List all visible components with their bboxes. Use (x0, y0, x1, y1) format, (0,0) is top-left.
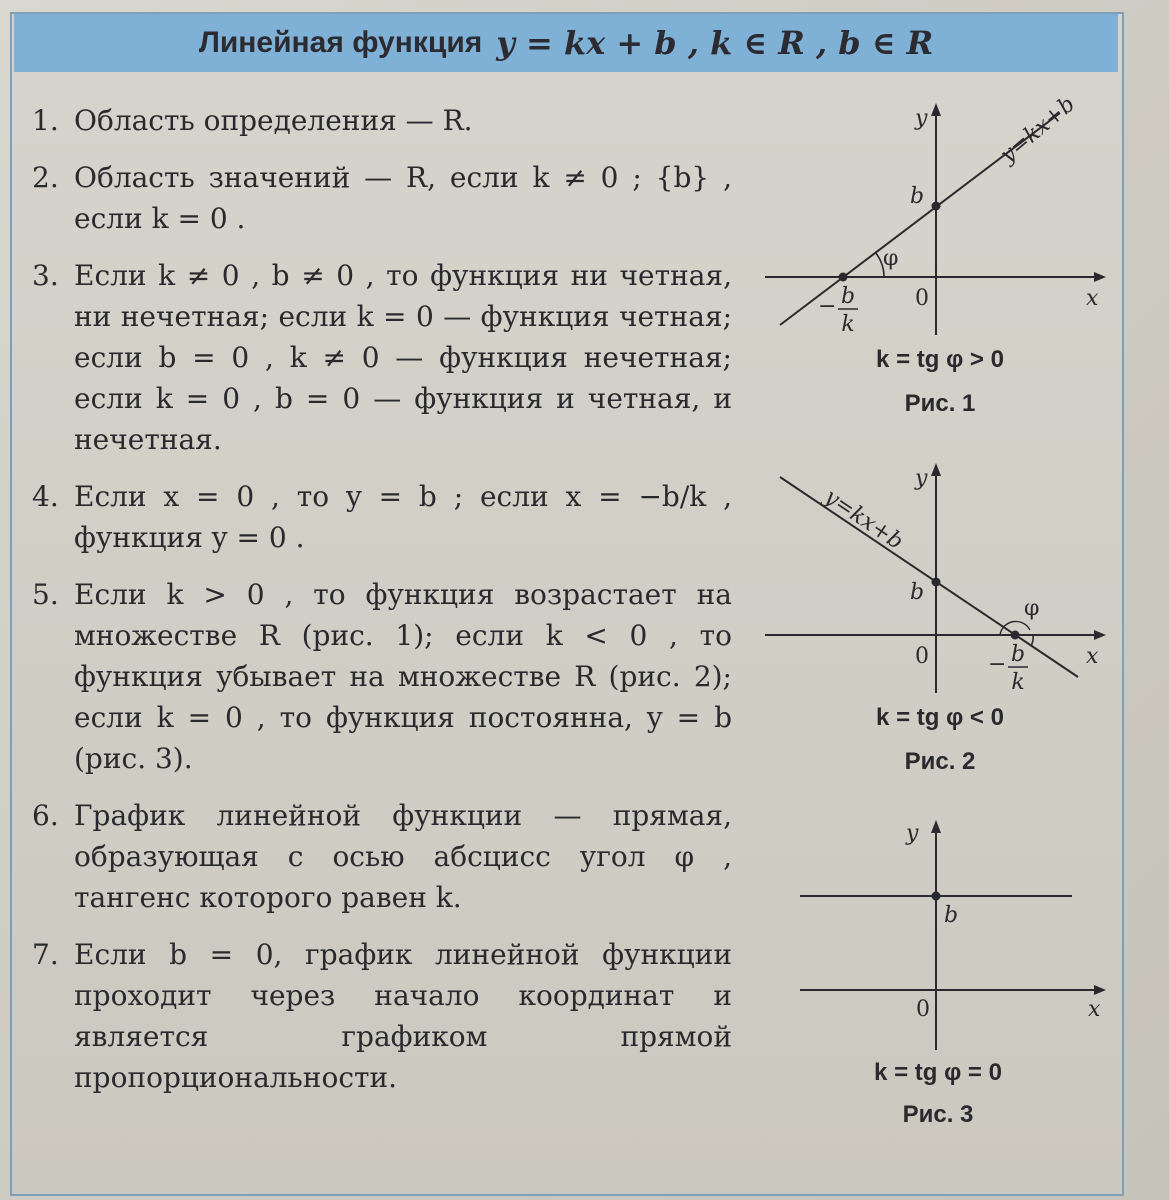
x-arrow-icon (1094, 630, 1106, 640)
origin-label: 0 (915, 644, 929, 669)
y-axis-label: y (915, 466, 928, 491)
y-axis-label: y (906, 821, 919, 846)
minus-sign: − (818, 294, 837, 319)
list-item (32, 157, 741, 239)
list-item (32, 795, 741, 918)
list-item (32, 934, 741, 1098)
y-intercept-point (932, 578, 941, 587)
header-formula: y = kx + b , k ∈ R , b ∈ R (496, 24, 934, 62)
y-intercept-point (932, 892, 941, 901)
figure-condition: k = tg φ > 0 (876, 346, 1004, 373)
b-label: b (944, 903, 959, 928)
figure-condition: k = tg φ = 0 (874, 1059, 1002, 1086)
figure-3-graph (760, 810, 1120, 1140)
figure-condition: k = tg φ < 0 (876, 704, 1004, 731)
y-arrow-icon (931, 463, 941, 476)
x-intercept-point (839, 273, 848, 282)
item-text: Область определения — R. (74, 104, 473, 137)
b-label: b (910, 184, 925, 209)
item-number: 3. (32, 259, 59, 292)
root-numerator: b (840, 284, 856, 309)
root-denominator: k (1011, 670, 1025, 695)
y-arrow-icon (931, 103, 941, 116)
figure-1-increasing (760, 91, 1120, 435)
list-item (32, 476, 741, 558)
item-number: 7. (32, 938, 59, 971)
item-number: 4. (32, 480, 59, 513)
y-intercept-point (932, 202, 941, 211)
angle-phi-label: φ (883, 246, 899, 271)
x-arrow-icon (1094, 272, 1106, 282)
y-arrow-icon (931, 820, 941, 833)
properties-list (32, 100, 741, 1114)
figure-3-constant (760, 810, 1120, 1140)
figure-caption: Рис. 2 (904, 748, 976, 775)
minus-sign: − (988, 652, 1007, 677)
angle-phi-label: φ (1024, 596, 1040, 621)
item-number: 1. (32, 104, 59, 137)
list-item (32, 100, 732, 141)
page-header (14, 14, 1118, 72)
item-text: Если k ≠ 0 , b ≠ 0 , то функция ни четная, ни нечетная; если k = 0 — функция четная; если b = 0 , k ≠ 0 — функция нечетная; если k = 0 , b = 0 — функция и четная, и нечетная. (74, 259, 741, 456)
y-axis-label: y (915, 106, 928, 131)
item-number: 6. (32, 799, 59, 832)
list-item (32, 255, 741, 460)
item-text: Область значений — R, если k ≠ 0 ; {b} , если k = 0 . (74, 161, 741, 235)
figure-caption: Рис. 1 (904, 390, 976, 417)
angle-arc (1031, 635, 1033, 646)
x-axis-label: x (1086, 644, 1099, 669)
figure-caption: Рис. 3 (902, 1101, 974, 1128)
list-item (32, 574, 741, 779)
root-numerator: b (1010, 642, 1026, 667)
x-intercept-point (1011, 631, 1020, 640)
origin-label: 0 (915, 286, 929, 311)
item-text: График линейной функции — прямая, образующая с осью абсцисс угол φ , тангенс которого равен k. (74, 799, 741, 914)
figure-2-decreasing (760, 455, 1120, 785)
origin-label: 0 (916, 997, 930, 1022)
item-text: Если k > 0 , то функция возрастает на множестве R (рис. 1); если k < 0 , то функция убывает на множестве R (рис. 2); если k = 0 , то функция постоянна, y = b (рис. 3). (74, 578, 741, 775)
figure-1-graph (760, 91, 1120, 435)
header-title: Линейная функция (198, 26, 483, 59)
item-number: 5. (32, 578, 59, 611)
b-label: b (910, 580, 925, 605)
item-text: Если x = 0 , то y = b ; если x = −b/k , функция y = 0 . (74, 480, 741, 554)
line-equation-label: y=kx+b (995, 91, 1080, 169)
x-arrow-icon (1094, 985, 1106, 995)
figure-2-graph (760, 455, 1120, 785)
root-denominator: k (841, 312, 855, 337)
item-text: Если b = 0, график линейной функции проходит через начало координат и является графиком прямой пропорциональности. (74, 938, 741, 1094)
x-axis-label: x (1086, 286, 1099, 311)
item-number: 2. (32, 161, 59, 194)
line-equation-label: y=kx+b (819, 484, 908, 555)
x-axis-label: x (1088, 997, 1101, 1022)
